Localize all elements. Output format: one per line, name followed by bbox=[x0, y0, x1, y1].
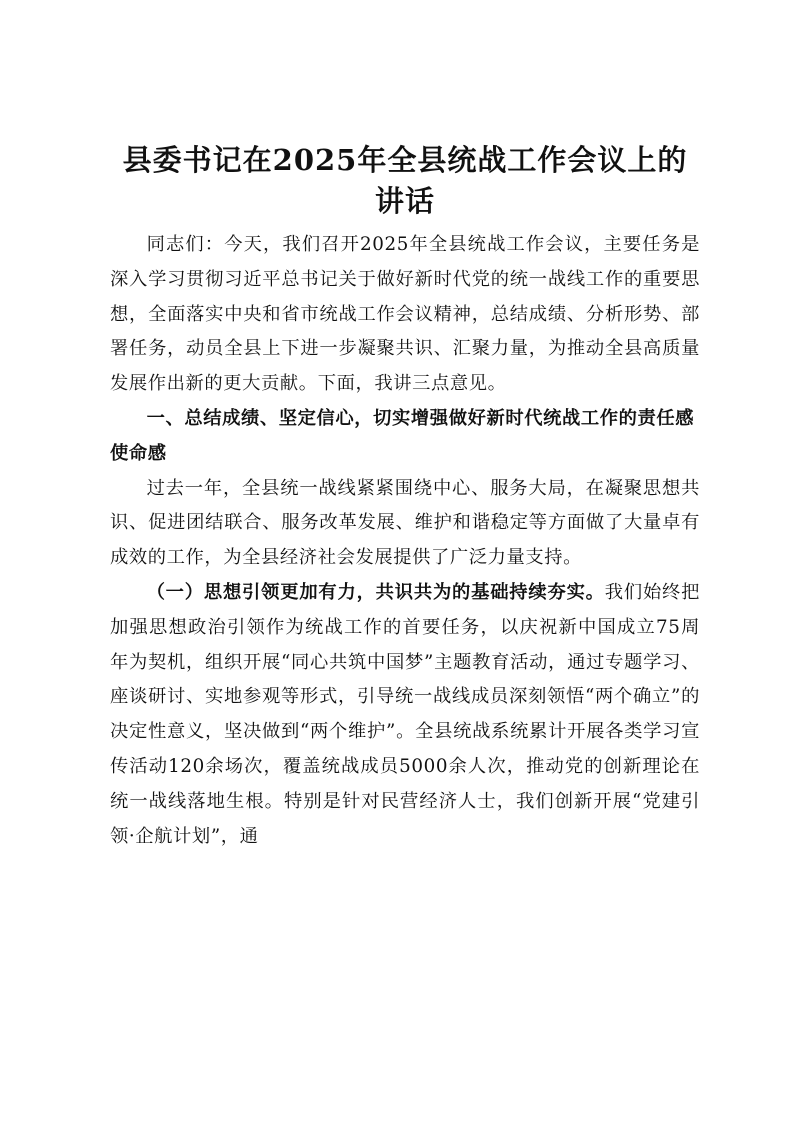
document-content bbox=[110, 140, 700, 854]
subsection-1-paragraph bbox=[110, 576, 700, 854]
subsection-1-text: 我们始终把加强思想政治引领作为统战工作的首要任务，以庆祝新中国成立75周年为契机，组织开展“同心共筑中国梦”主题教育活动，通过专题学习、座谈研讨、实地参观等形式，引导统一战线成员深刻领悟“两个确立”的决定性意义，坚决做到“两个维护”。全县统战系统累计开展各类学习宣传活动120余场次，覆盖统战成员5000余人次，推动党的创新理论在统一战线落地生根。特别是针对民营经济人士，我们创新开展“党建引领·企航计划”，通 bbox=[110, 581, 701, 847]
subsection-heading-1: （一）思想引领更加有力，共识共为的基础持续夯实。 bbox=[146, 581, 605, 603]
section-heading-1: 一、总结成绩、坚定信心，切实增强做好新时代统战工作的责任感使命感 bbox=[110, 407, 695, 464]
document-title: 县委书记在2025年全县统战工作会议上的讲话 bbox=[122, 143, 688, 218]
section-1-intro-paragraph: 过去一年，全县统一战线紧紧围绕中心、服务大局，在凝聚思想共识、促进团结联合、服务改革发展、维护和谐稳定等方面做了大量卓有成效的工作，为全县经济社会发展提供了广泛力量支持。 bbox=[110, 477, 700, 569]
opening-paragraph: 同志们：今天，我们召开2025年全县统战工作会议，主要任务是深入学习贯彻习近平总书记关于做好新时代党的统一战线工作的重要思想，全面落实中央和省市统战工作会议精神，总结成绩、分析形势、部署任务，动员全县上下进一步凝聚共识、汇聚力量，为推动全县高质量发展作出新的更大贡献。下面，我讲三点意见。 bbox=[110, 234, 700, 395]
